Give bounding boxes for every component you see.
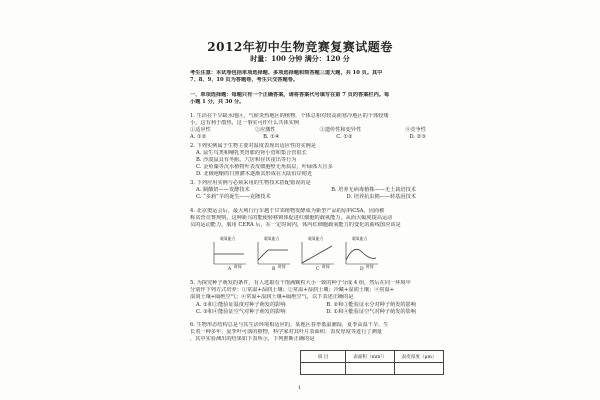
option: D. ①和④能验证空气对种子萌发的影响 (326, 309, 416, 315)
option: B. 培养无病毒植株——无土栽培技术 (331, 187, 416, 193)
question-6-line: 长着一种多年、夏季叶可落的植物，科学家对其叶片表面积、表皮厚度等进行了测量 (190, 329, 382, 335)
option: C. “多莉”羊的诞生——克隆技术 (196, 194, 271, 200)
table-row (301, 363, 444, 375)
question-3-line: 3. 下列应用实例与必须采用的生物技术搭配错误的是 (190, 180, 311, 186)
notice-line: 考生注意：本试卷包括单项选择题、多项选择题和简答题三道大题，共 10 页。其中 (190, 70, 383, 76)
option: B. ②和③能验证水分对种子萌发的影响 (326, 302, 416, 308)
notice-line: 7、8、9、10 页为答题卷，考生只交答题卷。 (190, 77, 299, 83)
graph-x-label: 时间 (234, 264, 242, 269)
section-heading: 一、单项选择题：每题只有一个正确答案，请将答案代号填写在第 7 页的答案栏内。每 (190, 92, 390, 98)
question-5-options (196, 302, 416, 309)
option: A. ①② (190, 134, 207, 140)
question-2-option: C. 金鱼藻等沉水植物叶表皮细胞壁无角质层，叶绿体大且多 (196, 164, 333, 170)
choice: ②应激性 (254, 127, 276, 133)
graph-letter: A (228, 267, 232, 272)
choice: ①适应性 (190, 127, 211, 133)
choice: ④竞争性 (405, 127, 426, 133)
section-heading: 小题 1 分，共 30 分。 (190, 99, 245, 105)
graph-c-plot (298, 240, 336, 266)
graph-a-plot (210, 240, 248, 266)
question-5-line: 湿润土壤+隔绝空气；④常温+湿润土壤+隔绝空气，以下表述正确的是 (190, 294, 354, 300)
graph-y-label: 载氧能力 (352, 236, 368, 241)
option: C. ①② (336, 134, 353, 140)
choice: ③遗传性和变异性 (319, 127, 362, 133)
table-cell (301, 363, 346, 375)
table-header-cell: 表面积（mm²） (346, 351, 395, 363)
table-cell (395, 363, 444, 375)
question-3-options (196, 187, 416, 194)
option: A. ①和②能验证温度对种子萌发的影响 (196, 302, 286, 308)
graph-d-plot (342, 240, 380, 266)
option: A. 制酸奶——发酵技术 (196, 187, 250, 193)
graph-y-label: 载氧能力 (308, 236, 324, 241)
graph-letter: B (272, 267, 276, 272)
graph-b-curve (258, 250, 288, 260)
graph-b (252, 236, 294, 272)
question-4-line: 4. 北京奥运会后，最大利行行车越于甘邻植物发酵成为新型产品的原料CSA，因而被 (190, 208, 385, 214)
data-table (300, 350, 444, 375)
page-number: 1 (298, 386, 301, 391)
graph-y-label: 载氧能力 (220, 236, 236, 241)
graph-letter: D (360, 267, 364, 272)
table-header-cell: 项 目 (301, 351, 346, 363)
question-2-option: D. 北极地缩的日照灌木逐渐其形成在大陆沿岸附近 (196, 171, 313, 177)
graph-y-label: 载氧能力 (264, 236, 280, 241)
question-5-line: 分别作下列方式培养：①常温+湿润土壤；②常温+湿润土壤；冷藏+湿润土壤；④常温+ (190, 287, 395, 293)
question-4-line: 员的运动能力。服用 CERA 后，在一定时间内，体内红细胞载氧能力的变化的曲线图应该是 (190, 222, 401, 228)
table-header-row (301, 351, 444, 363)
graph-a (208, 236, 250, 272)
question-5-options (196, 309, 416, 316)
graph-x-label: 时间 (366, 264, 374, 269)
graph-b-plot (254, 240, 292, 266)
question-4-line: 称贫营竞赛规则。这种新兴的能使转移锁体促进红细胞的载氧能力，从而大幅度提高运动 (190, 215, 393, 221)
question-6-line: 6. 生物形态结构总是与其生活环境相适应的。某地区春季低温潮湿，夏季高温干旱，生 (190, 322, 389, 328)
graph-c (296, 236, 338, 272)
graph-letter: C (316, 267, 320, 272)
option: D. ②③ (409, 134, 426, 140)
exam-title: 2012年初中生物竞赛复赛试题卷 (207, 40, 393, 54)
question-2-option: A. 鼠生鸟类和哺乳类胃胀的肾小管和集合管很长 (196, 150, 307, 156)
question-1-choices (190, 127, 426, 134)
question-5-line: 5. 为探究种子萌发的条件，有人选取有干饱满颗粒大小一致的种子分成 4 组，然后在同一环境中 (190, 280, 411, 286)
graph-d-curve (346, 249, 376, 260)
table-header-cell: 表皮厚度（μm） (395, 351, 444, 363)
question-1-options (190, 134, 426, 141)
question-1-line: 1. 生活在干旱缺水地区，气候炎热地区的植物，个体总相对较高而寒冷地区的个体较矮 (190, 113, 389, 119)
question-2-line: 2. 下列实例属于生物主要对温度表现出适应性的实例是 (190, 143, 316, 149)
question-3-options (196, 194, 416, 201)
graph-x-label: 时间 (322, 264, 330, 269)
graph-x-label: 时间 (278, 264, 286, 269)
option: B. ①④ (263, 134, 280, 140)
graph-d (340, 236, 382, 272)
option: C. ③和④能验证空气对种子萌发的影响 (196, 309, 286, 315)
graph-c-curve (302, 246, 332, 263)
exam-subtitle: 时量：100 分钟 满分：120 分 (250, 54, 350, 63)
question-6-line: ，其中实验测出的结果如下表所示，下列推断正确的是 (190, 336, 315, 342)
question-1-line: 小，这有利于散热，这一事实可作什么共体实例 (190, 120, 299, 126)
question-2-option: B. 沙漠鼠具有冬眠、穴居和昼伏夜出等行为 (196, 157, 297, 163)
option: D. 培养抗虫棉——转基因技术 (346, 194, 416, 200)
table-cell (346, 363, 395, 375)
